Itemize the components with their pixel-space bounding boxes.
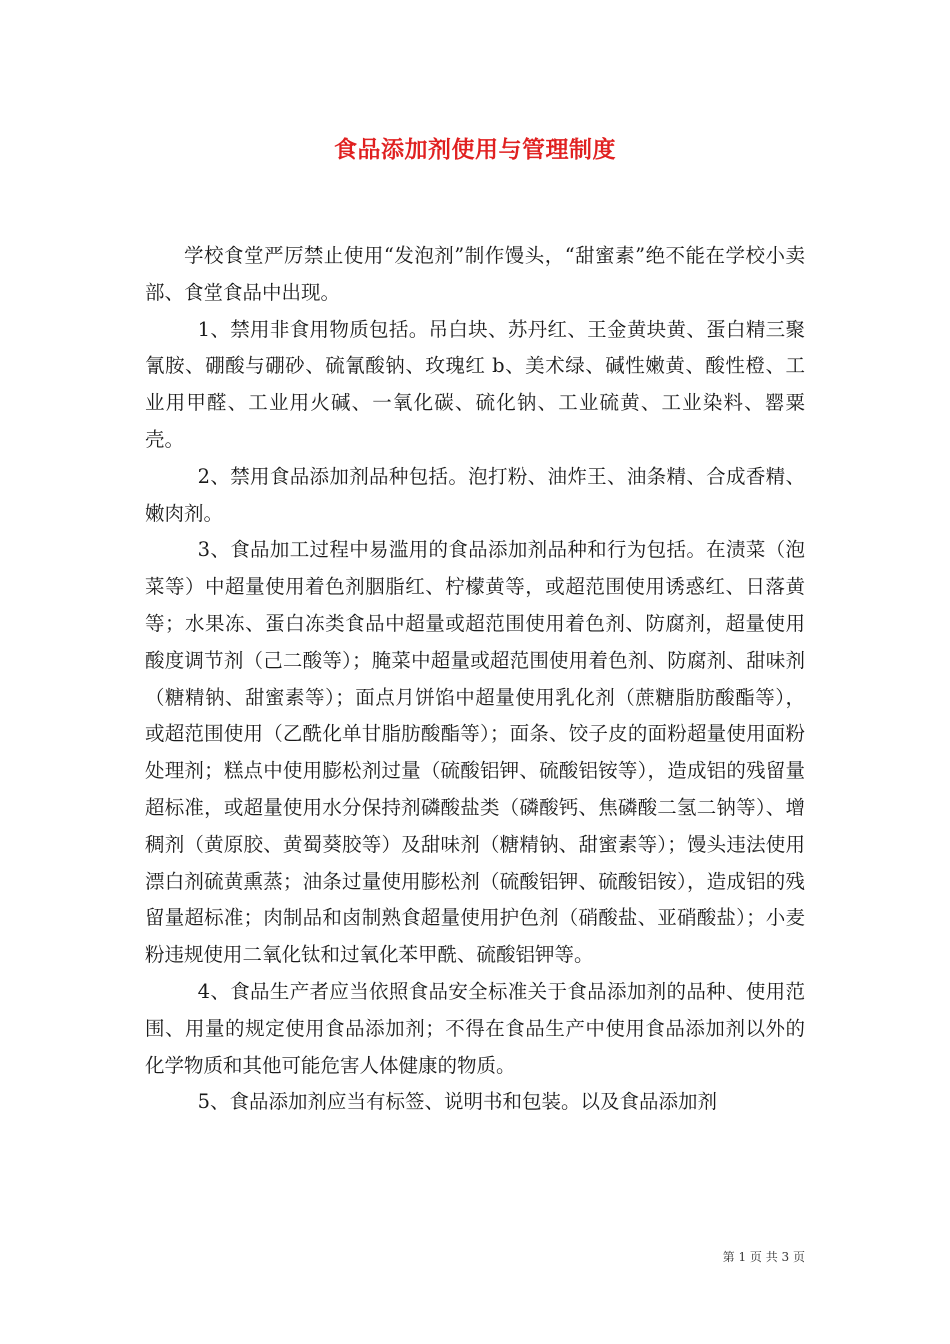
page-number-footer: 第 1 页 共 3 页 bbox=[722, 1250, 805, 1264]
document-title: 食品添加剂使用与管理制度 bbox=[334, 136, 616, 163]
paragraph-item-4: 4、食品生产者应当依照食品安全标准关于食品添加剂的品种、使用范围、用量的规定使用食品添加剂；不得在食品生产中使用食品添加剂以外的化学物质和其他可能危害人体健康的物质。 bbox=[145, 979, 805, 1077]
paragraph-item-2: 2、禁用食品添加剂品种包括。泡打粉、油炸王、油条精、合成香精、嫩肉剂。 bbox=[145, 464, 805, 525]
paragraph-item-1: 1、禁用非食用物质包括。吊白块、苏丹红、王金黄块黄、蛋白精三聚氰胺、硼酸与硼砂、硫氰酸钠、玫瑰红 b、美术绿、碱性嫩黄、酸性橙、工业用甲醛、工业用火碱、一氧化碳、硫化钠、工业硫黄、工业染料、罂粟壳。 bbox=[145, 317, 805, 451]
document-body bbox=[145, 238, 805, 1121]
paragraph-item-3: 3、食品加工过程中易滥用的食品添加剂品种和行为包括。在渍菜（泡菜等）中超量使用着色剂胭脂红、柠檬黄等，或超范围使用诱惑红、日落黄等；水果冻、蛋白冻类食品中超量或超范围使用着色剂、防腐剂，超量使用酸度调节剂（己二酸等）；腌菜中超量或超范围使用着色剂、防腐剂、甜味剂（糖精钠、甜蜜素等）；面点月饼馅中超量使用乳化剂（蔗糖脂肪酸酯等），或超范围使用（乙酰化单甘脂肪酸酯等）；面条、饺子皮的面粉超量使用面粉处理剂；糕点中使用膨松剂过量（硫酸铝钾、硫酸铝铵等），造成铝的残留量超标准，或超量使用水分保持剂磷酸盐类（磷酸钙、焦磷酸二氢二钠等）、增稠剂（黄原胶、黄蜀葵胶等）及甜味剂（糖精钠、甜蜜素等）；馒头违法使用漂白剂硫黄熏蒸；油条过量使用膨松剂（硫酸铝钾、硫酸铝铵），造成铝的残留量超标准；肉制品和卤制熟食超量使用护色剂（硝酸盐、亚硝酸盐）；小麦粉违规使用二氧化钛和过氧化苯甲酰、硫酸铝钾等。 bbox=[145, 538, 805, 967]
paragraph-item-5: 5、食品添加剂应当有标签、说明书和包装。以及食品添加剂 bbox=[197, 1090, 718, 1114]
paragraph-intro: 学校食堂严厉禁止使用“发泡剂”制作馒头，“甜蜜素”绝不能在学校小卖部、食堂食品中出现。 bbox=[145, 244, 805, 304]
